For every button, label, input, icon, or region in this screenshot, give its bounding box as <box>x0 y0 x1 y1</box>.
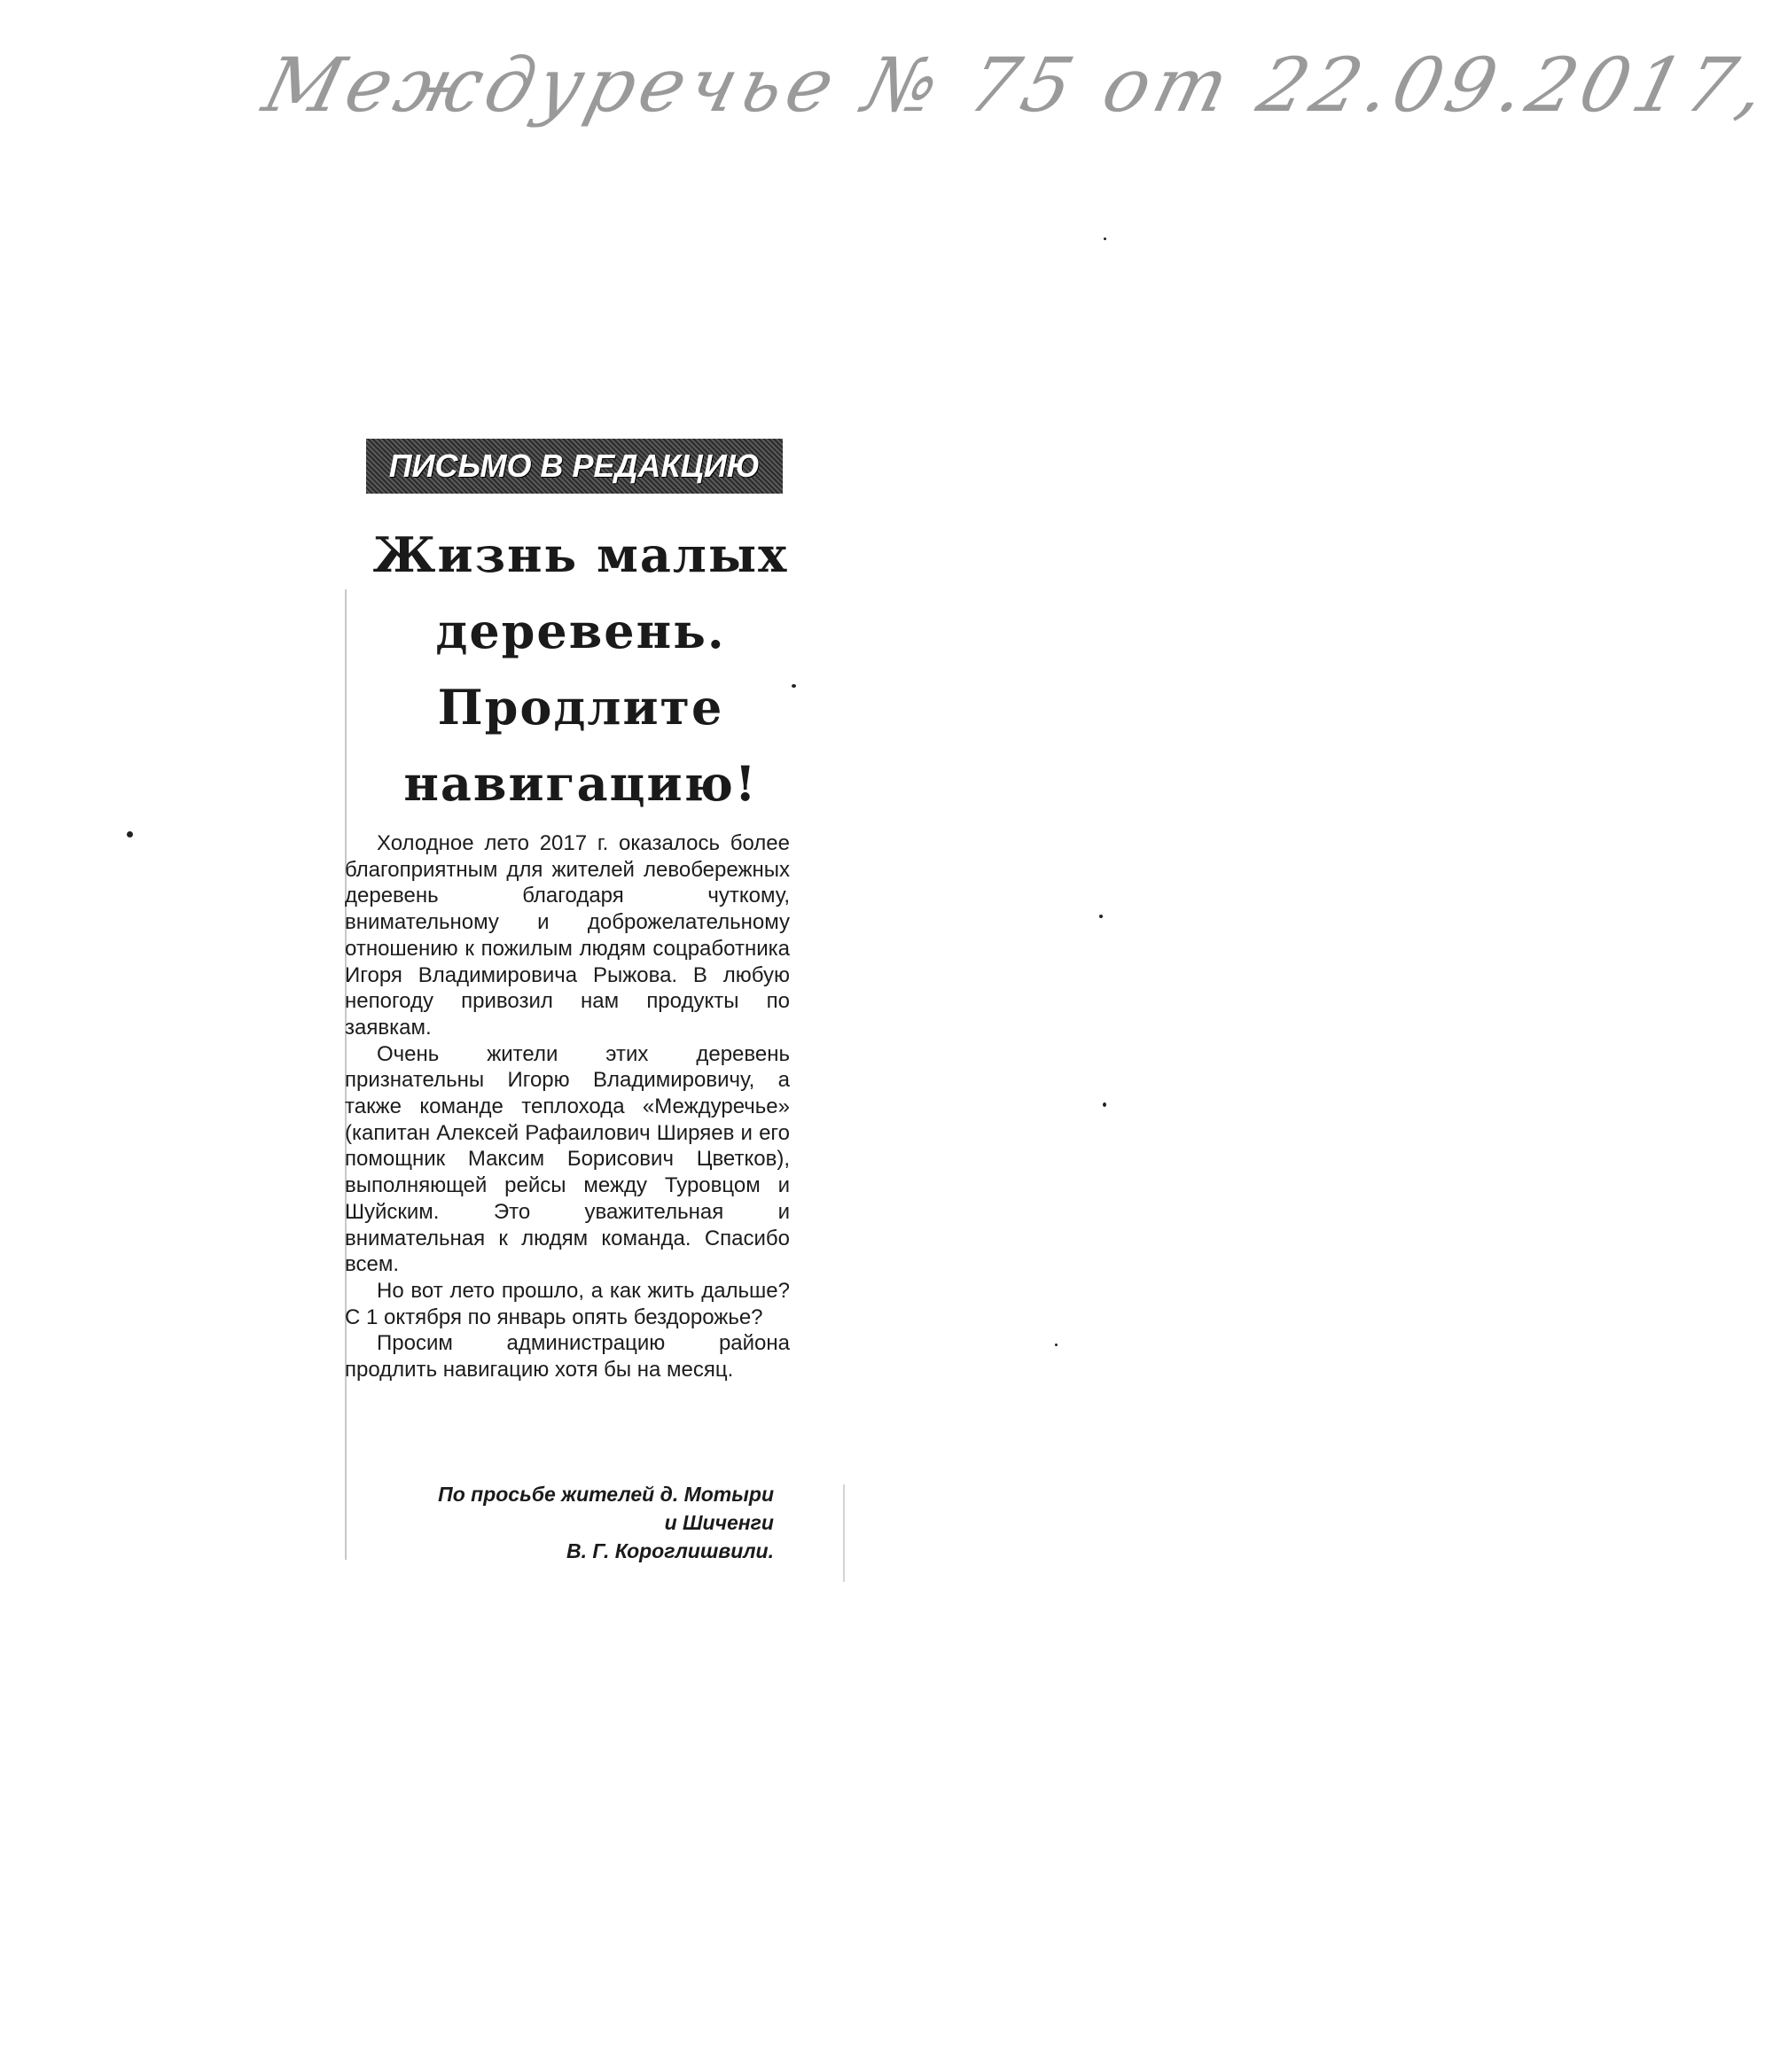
newspaper-clipping <box>345 439 811 1569</box>
article-title-line: Жизнь малых <box>372 526 789 583</box>
signature-line: По просьбе жителей д. Мотыри <box>438 1483 774 1506</box>
article-title <box>350 517 811 822</box>
article-paragraph: Просим администрацию района продлить навигацию хотя бы на месяц. <box>345 1331 790 1383</box>
handwritten-source-note: Междуречье № 75 от 22.09.2017, <box>254 42 1780 129</box>
article-paragraph: Холодное лето 2017 г. оказалось более благоприятным для жителей левобережных деревень благодаря чуткому, внимательному и доброжелательному отношению к пожилым людям соцработника Игоря Владимировича Рыжова. В любую непогоду привозил нам продукты по заявкам. <box>345 831 790 1040</box>
signature-line: В. Г. Короглишвили. <box>566 1539 774 1562</box>
article-paragraph: Но вот лето прошло, а как жить дальше? С 1 октября по январь опять бездорожье? <box>345 1278 790 1329</box>
scan-speck <box>1103 1102 1106 1107</box>
scan-speck <box>127 831 133 837</box>
article-body <box>345 830 790 1383</box>
scan-speck <box>792 684 796 688</box>
article-paragraph: Очень жители этих деревень признательны Игорю Владимировичу, а также команде теплохода «Междуречье» (капитан Алексей Рафаилович Ширяев и его помощник Максим Борисович Цветков), выполняющей рейсы между Туровцом и Шуйским. Это уважительная и внимательная к людям команда. Спасибо всем. <box>345 1041 790 1277</box>
scan-speck <box>1055 1344 1058 1346</box>
clipping-cut-edge-right <box>843 1484 845 1582</box>
rubric-label: ПИСЬМО В РЕДАКЦИЮ <box>388 448 761 484</box>
signature-line: и Шиченги <box>664 1511 774 1534</box>
scan-speck <box>1099 915 1103 918</box>
article-signature <box>350 1480 774 1565</box>
scan-speck <box>1104 238 1106 240</box>
article-title-line: навигацию! <box>403 755 758 812</box>
article-title-line: деревень. <box>435 603 726 659</box>
rubric-banner <box>366 439 783 494</box>
article-title-line: Продлите <box>437 679 724 736</box>
